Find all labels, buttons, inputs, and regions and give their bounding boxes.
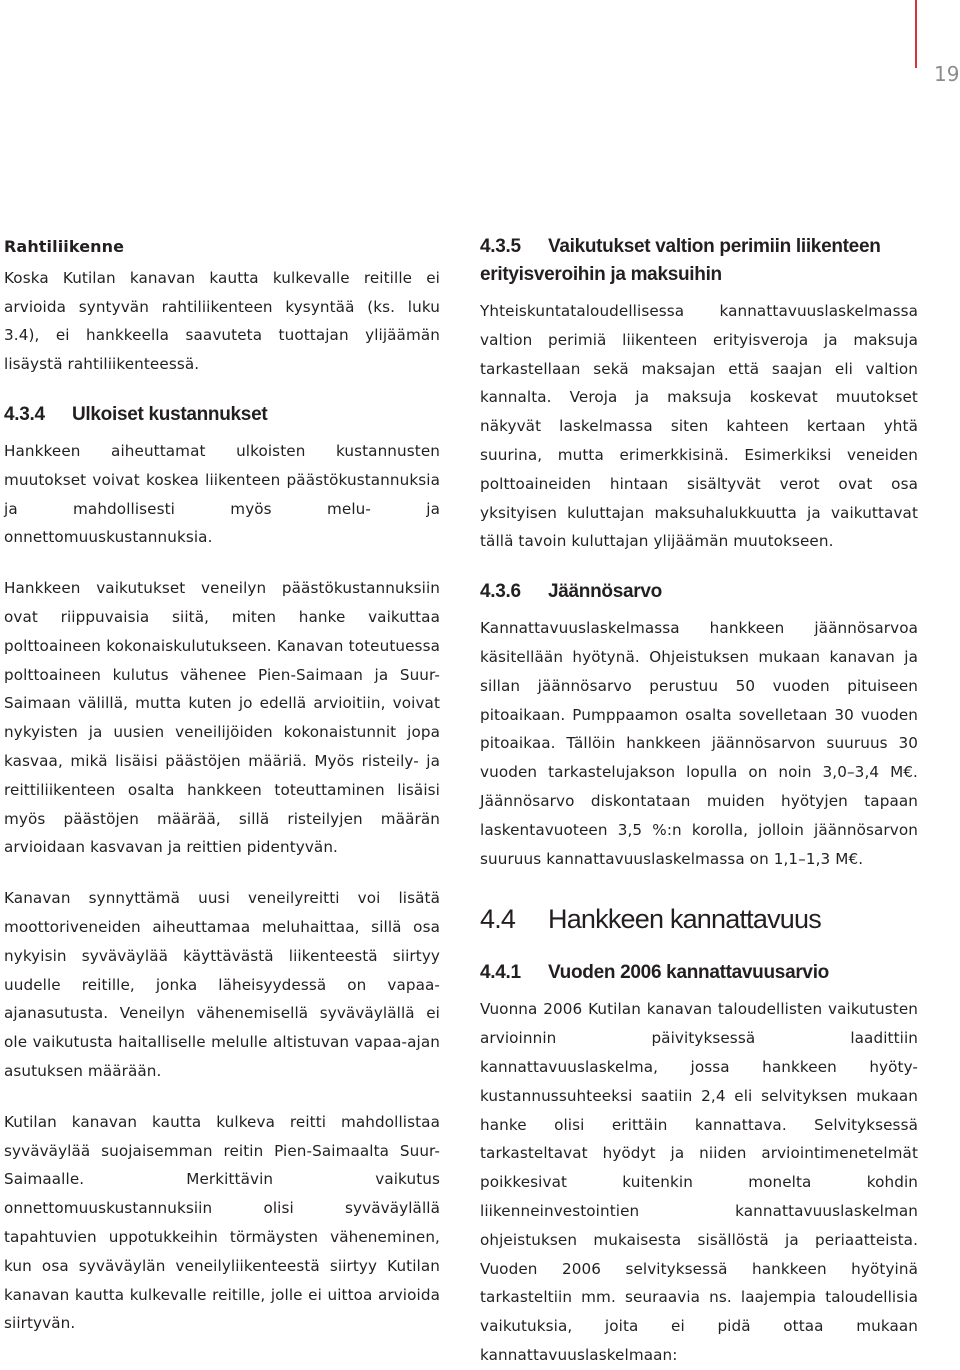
section-number: 4.3.5 xyxy=(480,236,521,257)
section-4-4-1-heading xyxy=(480,959,918,987)
paragraph: Hankkeen vaikutukset veneilyn päästökustannuksiin ovat riippuvaisia siitä, miten hanke vaikuttaa polttoaineen kokonaiskulutukseen. Kanavan toteutuessa polttoaineen kulutus vähenee Pien-Saimaan ja Suur-Saimaan välillä, mutta kuten jo edellä arvioitiin, voivat nykyisten ja uusien veneilijöiden kokonaistunnit jopa kasvaa, mikä lisäisi päästöjen määriä. Myös risteily- ja reittiliikenteen osalta hankkeen toteuttaminen lisäisi myös päästöjen määrää, sillä risteilyjen määrän arvioidaan kasvavan ja reittien pidentyvän. xyxy=(4,579,440,857)
section-4-3-5-heading xyxy=(480,233,918,261)
section-title: Hankkeen kannattavuus xyxy=(548,904,821,935)
paragraph: Kannattavuuslaskelmassa hankkeen jäännösarvoa käsitellään hyötynä. Ohjeistuksen mukaan kanavan ja sillan jäännösarvo perustuu 50 vuoden pituiseen pitoaikaan. Pumppaamon osalta sovelletaan 30 vuoden pitoaikaa. Tällöin hankkeen jäännösarvon suuruus 30 vuoden tarkastelujakson lopulla on noin 3,0–3,4 M€. Jäännösarvo diskontataan muiden hyötyjen tapaan laskentavuoteen 3,5 %:n korolla, jolloin jäännösarvon suuruus kannattavuuslaskelmassa on 1,1–1,3 M€. xyxy=(480,619,918,868)
paragraph: Yhteiskuntataloudellisessa kannattavuuslaskelmassa valtion perimiä liikenteen erityisveroja ja maksuja tarkastellaan sekä maksajan että saajan eli valtion kannalta. Veroja ja maksuja koskevat muutokset näkyvät laskelmassa siten kahteen kertaan yhtä suurina, mutta erimerkkisinä. Esimerkiksi veneiden polttoaineiden hintaan sisältyvät verot ovat osa yksityisen kuluttajan maksuhalukkuutta ja vaikuttavat tällä tavoin kuluttajan ylijäämän muutokseen. xyxy=(480,302,918,551)
section-4-3-6-heading xyxy=(480,578,918,606)
paragraph: Kanavan synnyttämä uusi veneilyreitti voi lisätä moottoriveneiden aiheuttamaa meluhaittaa, sillä osa nykyisin syväväylää käyttävästä liikenteestä siirtyy uudelle reitille, jonka läheisyydessä on vapaa-ajanasutusta. Veneilyn vähenemisellä syväväylällä ei ole vaikutusta haitalliselle melulle altistuvan vapaa-ajan asutuksen määrään. xyxy=(4,889,440,1080)
paragraph: Kutilan kanavan kautta kulkeva reitti mahdollistaa syväväylää suojaisemman reitin Pien-Saimaalta Suur-Saimaalle. Merkittävin vaikutus onnettomuuskustannuksiin olisi syväväylällä tapahtuvien uppotukkeihin törmäysten väheneminen, kun osa syväväylän veneilyliikenteestä siirtyy Kutilan kanavan kautta kulkevalle reitille, jolle ei uittoa arvioida siirtyvän. xyxy=(4,1112,440,1333)
section-title-continued: erityisveroihin ja maksuihin xyxy=(480,264,722,285)
paragraph: Vuonna 2006 Kutilan kanavan taloudellisten vaikutusten arvioinnin päivityksessä laadittiin kannattavuuslaskelma, jossa hankkeen hyöty-kustannussuhteeksi saatiin 2,4 eli selvityksen mukaan hanke olisi erittäin kannattava. Selvityksessä tarkasteltavat hyödyt ja niiden arviointimenetelmät poikkesivat kuitenkin monelta kohdin liikenneinvestointien kannattavuuslaskelman ohjeistuksen mukaisesta sisällöstä ja periaatteista. Vuoden 2006 selvityksessä hankkeen hyötyinä tarkasteltiin mm. seuraavia ns. laajempia taloudellisia vaikutuksia, joita ei pidä ottaa mukaan kannattavuuslaskelmaan: xyxy=(480,1000,918,1364)
section-number: 4.4 xyxy=(480,904,516,935)
section-title: Vuoden 2006 kannattavuusarvio xyxy=(548,962,829,984)
section-number: 4.4.1 xyxy=(480,962,521,984)
right-column xyxy=(480,233,918,1370)
section-number: 4.3.4 xyxy=(4,403,45,425)
section-4-4-heading xyxy=(480,901,918,937)
page-number: 19 xyxy=(934,62,960,86)
section-number: 4.3.6 xyxy=(480,581,521,603)
section-title: Jäännösarvo xyxy=(548,581,662,603)
section-title: Vaikutukset valtion perimiin liikenteen xyxy=(548,236,881,257)
rahtiliikenne-heading: Rahtiliikenne xyxy=(4,237,125,256)
section-4-3-5-heading-line2 xyxy=(480,261,918,289)
section-title: Ulkoiset kustannukset xyxy=(72,403,268,425)
paragraph: Hankkeen aiheuttamat ulkoisten kustannusten muutokset voivat koskea liikenteen päästökustannuksia ja mahdollisesti myös melu- ja onnettomuuskustannuksia. xyxy=(4,441,440,547)
left-column xyxy=(4,233,440,1338)
page-accent-line xyxy=(915,0,917,68)
rahtiliikenne-paragraph: Koska Kutilan kanavan kautta kulkevalle reitille ei arvioida syntyvän rahtiliikenteen kysyntää (ks. luku 3.4), ei hankkeella saavuteta tuottajan ylijäämän lisäystä rahtiliikenteessä. xyxy=(4,268,440,374)
section-4-3-4-heading xyxy=(4,401,440,429)
